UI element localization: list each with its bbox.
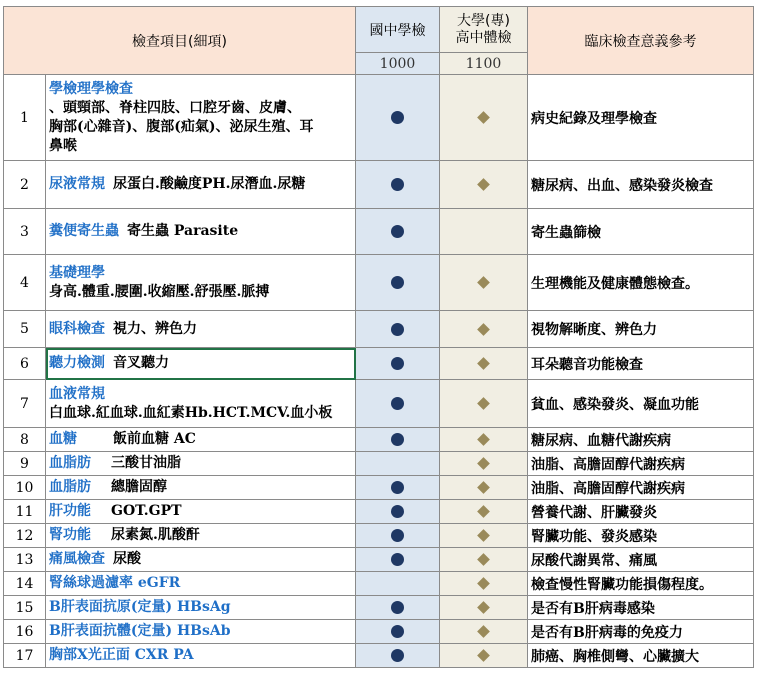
included-dot-icon [391,601,404,614]
included-dot-icon [391,553,404,566]
row-item[interactable] [46,209,356,255]
col1-cell [356,452,440,476]
included-diamond-icon [477,357,490,370]
row-number: 8 [4,428,46,452]
table-row [4,644,754,668]
col2-cell [440,548,528,572]
item-detail-line: 身高.體重.腰圍.收縮壓.舒張壓.脈搏 [49,283,270,300]
included-dot-icon [391,433,404,446]
col1-cell [356,161,440,209]
table-row [4,500,754,524]
included-diamond-icon [477,577,490,590]
col2-cell [440,348,528,380]
col1-cell [356,255,440,311]
row-number: 17 [4,644,46,668]
table-row [4,75,754,161]
row-reference: 腎臟功能、發炎感染 [528,524,754,548]
col1-cell [356,596,440,620]
item-detail-line: 胸部(心雜音)、腹部(疝氣)、泌尿生殖、耳 [49,118,314,135]
included-diamond-icon [477,457,490,470]
col2-cell [440,644,528,668]
row-reference: 病史紀錄及理學檢查 [528,75,754,161]
table-row [4,596,754,620]
row-item[interactable] [46,476,356,500]
col1-cell [356,428,440,452]
col2-cell [440,161,528,209]
row-number: 15 [4,596,46,620]
item-category: 學檢理學檢查 [49,80,133,97]
row-reference: 貧血、感染發炎、凝血功能 [528,380,754,428]
table-row [4,620,754,644]
item-category: 聽力檢測 [49,355,105,371]
item-category: 腎絲球過濾率 eGFR [49,575,181,591]
included-dot-icon [391,357,404,370]
row-item[interactable] [46,255,356,311]
row-number: 13 [4,548,46,572]
included-diamond-icon [477,111,490,124]
row-number: 7 [4,380,46,428]
included-diamond-icon [477,625,490,638]
row-reference: 糖尿病、出血、感染發炎檢查 [528,161,754,209]
item-category: 血糖 [49,431,77,447]
item-category: 眼科檢查 [49,320,105,337]
item-category: B肝表面抗原(定量) HBsAg [49,599,231,615]
col2-cell [440,75,528,161]
row-number: 12 [4,524,46,548]
row-reference: 檢查慢性腎臟功能損傷程度。 [528,572,754,596]
item-category: 血脂肪 [49,455,91,471]
item-detail: 三酸甘油脂 [111,455,181,471]
row-item[interactable] [46,452,356,476]
table-body [4,75,754,668]
table-row [4,548,754,572]
col1-cell [356,380,440,428]
col1-cell [356,348,440,380]
item-detail: 總膽固醇 [111,479,167,495]
col1-cell [356,209,440,255]
row-item[interactable] [46,380,356,428]
item-category: 基礎理學 [49,264,105,281]
header-col1-code: 1000 [356,53,440,75]
item-category: 痛風檢查 [49,551,105,567]
col2-cell [440,524,528,548]
included-diamond-icon [477,481,490,494]
row-number: 2 [4,161,46,209]
table-row [4,524,754,548]
col1-cell [356,524,440,548]
included-diamond-icon [477,433,490,446]
col2-cell [440,500,528,524]
included-dot-icon [391,529,404,542]
included-dot-icon [391,111,404,124]
table-row [4,428,754,452]
row-reference: 尿酸代謝異常、痛風 [528,548,754,572]
item-detail-line: 、頭頸部、脊柱四肢、口腔牙齒、皮膚、 [49,99,301,116]
row-reference: 油脂、高膽固醇代謝疾病 [528,476,754,500]
table-row [4,348,754,380]
row-reference: 是否有B肝病毒的免疫力 [528,620,754,644]
row-number: 6 [4,348,46,380]
col1-cell [356,476,440,500]
col1-cell [356,644,440,668]
header-item: 檢查項目(細項) [4,7,356,75]
item-category: 肝功能 [49,503,91,519]
row-reference: 視物解晰度、辨色力 [528,311,754,348]
row-reference: 糖尿病、血糖代謝疾病 [528,428,754,452]
item-detail: 視力、辨色力 [113,320,197,337]
item-category: 尿液常規 [49,176,105,192]
table-row [4,452,754,476]
row-number: 1 [4,75,46,161]
row-number: 4 [4,255,46,311]
col1-cell [356,500,440,524]
item-detail: 尿素氮.肌酸酐 [111,527,200,543]
item-detail: 音叉聽力 [113,355,169,371]
item-category: 腎功能 [49,527,91,543]
included-diamond-icon [477,649,490,662]
col2-cell [440,620,528,644]
item-category: 糞便寄生蟲 [49,223,119,239]
table-row [4,209,754,255]
col2-cell [440,596,528,620]
item-category: 血脂肪 [49,479,91,495]
included-dot-icon [391,649,404,662]
included-diamond-icon [477,397,490,410]
header-ref: 臨床檢查意義參考 [528,7,754,75]
row-item[interactable] [46,500,356,524]
col1-cell [356,548,440,572]
item-category: 胸部X光正面 CXR PA [49,647,194,663]
item-detail: GOT.GPT [111,503,182,519]
col2-cell [440,209,528,255]
included-dot-icon [391,178,404,191]
included-dot-icon [391,276,404,289]
row-item[interactable] [46,596,356,620]
col2-cell [440,255,528,311]
row-number: 5 [4,311,46,348]
included-diamond-icon [477,505,490,518]
row-item[interactable] [46,161,356,209]
row-reference: 寄生蟲篩檢 [528,209,754,255]
included-dot-icon [391,323,404,336]
included-diamond-icon [477,178,490,191]
row-number: 11 [4,500,46,524]
row-number: 10 [4,476,46,500]
included-diamond-icon [477,553,490,566]
col2-cell [440,452,528,476]
row-reference: 生理機能及健康體態檢查。 [528,255,754,311]
col1-cell [356,572,440,596]
row-item[interactable] [46,75,356,161]
included-diamond-icon [477,323,490,336]
col2-cell [440,380,528,428]
row-item[interactable] [46,620,356,644]
header-col2-line1: 大學(專) [457,12,510,29]
item-category: 血液常規 [49,385,105,402]
row-number: 3 [4,209,46,255]
header-col1: 國中學檢 [356,7,440,53]
included-dot-icon [391,481,404,494]
item-detail: 飯前血糖 AC [113,431,196,447]
header-col2 [440,7,528,53]
included-dot-icon [391,225,404,238]
table-row [4,572,754,596]
row-item[interactable] [46,548,356,572]
item-detail: 尿酸 [113,551,141,567]
col2-cell [440,476,528,500]
included-diamond-icon [477,601,490,614]
row-item[interactable] [46,428,356,452]
included-dot-icon [391,505,404,518]
col2-cell [440,428,528,452]
row-reference: 肺癌、胸椎側彎、心臟擴大 [528,644,754,668]
row-item[interactable] [46,572,356,596]
included-diamond-icon [477,529,490,542]
item-detail-line: 白血球.紅血球.血紅素Hb.HCT.MCV.血小板 [49,404,333,421]
col2-cell [440,572,528,596]
item-detail-line: 鼻喉 [49,137,77,154]
row-number: 14 [4,572,46,596]
health-check-table [3,6,754,668]
item-category: B肝表面抗體(定量) HBsAb [49,623,231,639]
row-number: 16 [4,620,46,644]
row-reference: 是否有B肝病毒感染 [528,596,754,620]
row-item[interactable] [46,524,356,548]
included-dot-icon [391,625,404,638]
included-diamond-icon [477,276,490,289]
included-dot-icon [391,397,404,410]
row-reference: 油脂、高膽固醇代謝疾病 [528,452,754,476]
col1-cell [356,620,440,644]
col1-cell [356,311,440,348]
row-number: 9 [4,452,46,476]
table-row [4,161,754,209]
table-row [4,311,754,348]
table-row [4,380,754,428]
item-detail: 寄生蟲 Parasite [127,223,239,239]
row-reference: 營養代謝、肝臟發炎 [528,500,754,524]
row-item[interactable] [46,644,356,668]
col2-cell [440,311,528,348]
row-reference: 耳朵聽音功能檢查 [528,348,754,380]
table-row [4,476,754,500]
item-detail: 尿蛋白.酸鹼度PH.尿潛血.尿糖 [113,176,306,192]
table-row [4,255,754,311]
row-item[interactable] [46,348,356,380]
header-col2-line2: 高中體檢 [455,29,512,46]
col1-cell [356,75,440,161]
header-col2-code: 1100 [440,53,528,75]
row-item[interactable] [46,311,356,348]
